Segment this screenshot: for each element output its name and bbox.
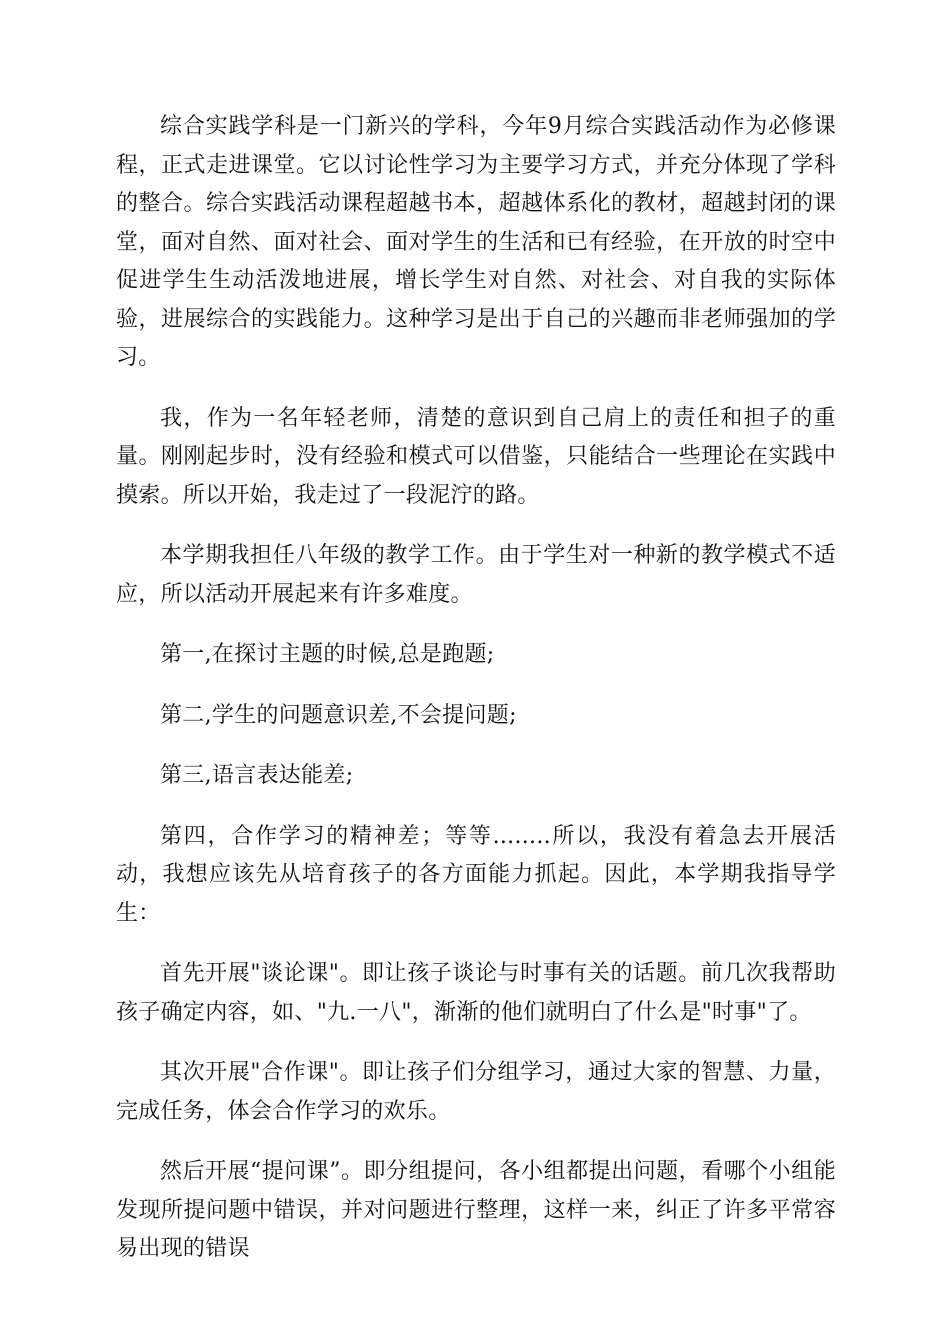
paragraph-cooperation-class: 其次开展"合作课"。即让孩子们分组学习，通过大家的智慧、力量，完成任务，体会合作学习的欢乐。	[116, 1060, 836, 1124]
paragraph-question-class: 然后开展“提问课”。即分组提问，各小组都提出问题，看哪个小组能发现所提问题中错误，并对问题进行整理，这样一来，纠正了许多平常容易出现的错误	[116, 1159, 836, 1261]
paragraph-point-four: 第四，合作学习的精神差；等等........所以，我没有着急去开展活动，我想应该先从培育孩子的各方面能力抓起。因此，本学期我指导学生：	[116, 823, 836, 926]
paragraph-point-one: 第一,在探讨主题的时候,总是跑题;	[160, 642, 495, 667]
paragraph-teacher-role: 我，作为一名年轻老师，清楚的意识到自己肩上的责任和担子的重量。刚刚起步时，没有经验和模式可以借鉴，只能结合一些理论在实践中摸索。所以开始，我走过了一段泥泞的路。	[116, 405, 836, 508]
paragraph-discussion-class: 首先开展"谈论课"。即让孩子谈论与时事有关的话题。前几次我帮助孩子确定内容，如、"九.一八"，渐渐的他们就明白了什么是"时事"了。	[116, 961, 836, 1025]
paragraph-intro: 综合实践学科是一门新兴的学科，今年9月综合实践活动作为必修课程，正式走进课堂。它以讨论性学习为主要学习方式，并充分体现了学科的整合。综合实践活动课程超越书本，超越体系化的教材，超越封闭的课堂，面对自然、面对社会、面对学生的生活和已有经验，在开放的时空中促进学生生动活泼地进展，增长学生对自然、对社会、对自我的实际体验，进展综合的实践能力。这种学习是出于自己的兴趣而非老师强加的学习。	[116, 114, 836, 370]
paragraph-point-three: 第三,语言表达能差;	[160, 763, 354, 788]
document-body	[116, 108, 836, 1291]
paragraph-semester: 本学期我担任八年级的教学工作。由于学生对一种新的教学模式不适应，所以活动开展起来有许多难度。	[116, 543, 836, 607]
paragraph-point-two: 第二,学生的问题意识差,不会提问题;	[160, 702, 517, 728]
